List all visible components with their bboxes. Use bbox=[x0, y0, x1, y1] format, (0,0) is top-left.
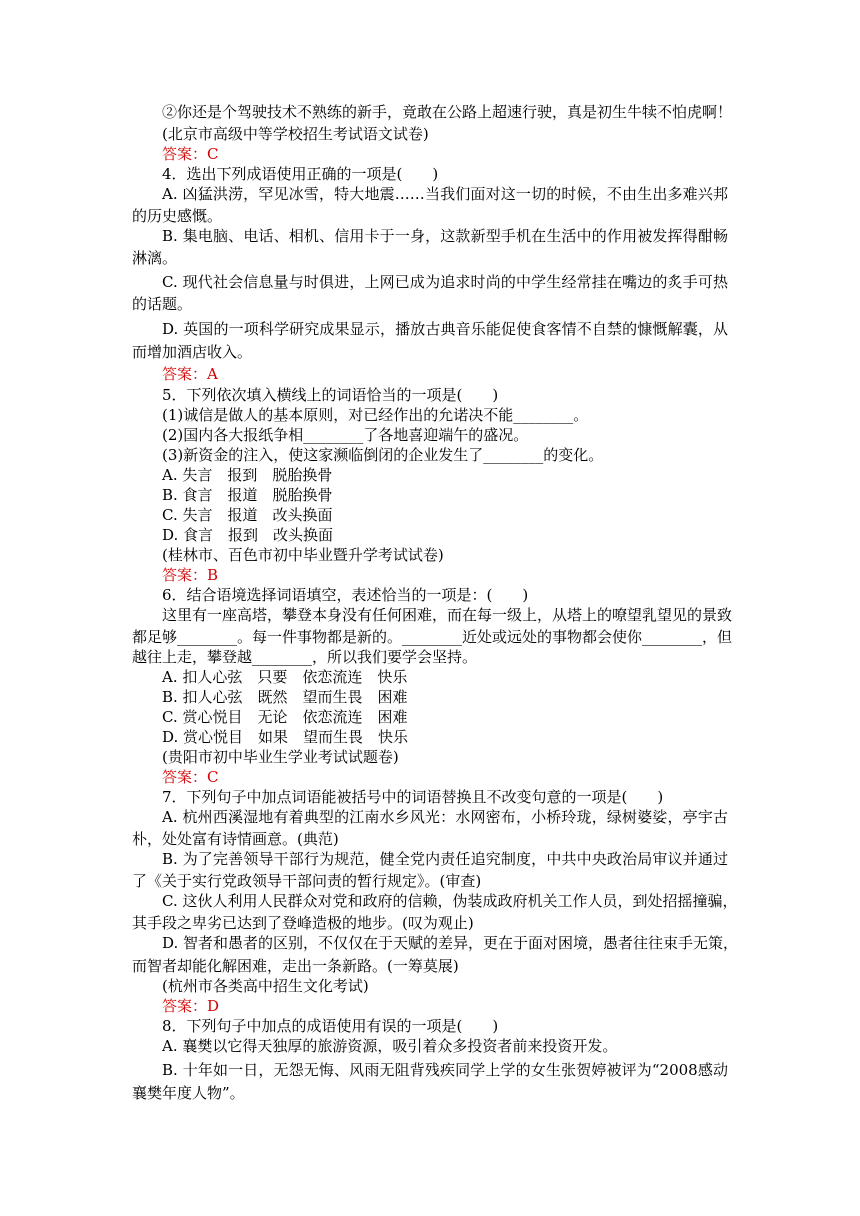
text-line: 这里有一座高塔，攀登本身没有任何困难，而在每一级上，从塔上的嘹望乳望见的景致 bbox=[162, 606, 733, 624]
option-text: D. 英国的一项科学研究成果显示，播放古典音乐能促使食客情不自禁的慷慨解囊，从 bbox=[162, 320, 728, 338]
option-text: 襄樊年度人物”。 bbox=[132, 1084, 245, 1102]
text-line: 越往上走，攀登越________，所以我们要学会坚持。 bbox=[132, 648, 478, 666]
text-line: 都足够________。每一件事物都是新的。________近处或远处的事物都会使你________，但 bbox=[132, 628, 733, 646]
option-text: A. 杭州西溪湿地有着典型的江南水乡风光：水网密布，小桥玲珑，绿树婆娑，亭宇古 bbox=[162, 808, 728, 826]
option-text: B. 十年如一日，无怨无悔、风雨无阻背残疾同学上学的女生张贺婷被评为“2008感动 bbox=[162, 1061, 728, 1079]
option-text: 的历史感慨。 bbox=[132, 207, 223, 225]
option-text: A. 失言 报到 脱胎换骨 bbox=[162, 466, 333, 484]
option-text: A. 襄樊以它得天独厚的旅游资源，吸引着众多投资者前来投资开发。 bbox=[162, 1037, 618, 1055]
option-text: C. 失言 报道 改头换面 bbox=[162, 506, 333, 524]
option-text: 而智者却能化解困难，走出一条新路。(一筹莫展) bbox=[132, 957, 459, 975]
question-4: 4．选出下列成语使用正确的一项是( ) bbox=[162, 165, 439, 183]
option-text: B. 集电脑、电话、相机、信用卡于一身，这款新型手机在生活中的作用被发挥得酣畅 bbox=[162, 227, 728, 245]
question-7: 7．下列句子中加点词语能被括号中的词语替换且不改变句意的一项是( ) bbox=[162, 788, 664, 806]
option-text: A. 扣人心弦 只要 依恋流连 快乐 bbox=[162, 668, 408, 686]
answer-line: 答案：D bbox=[162, 997, 220, 1015]
option-text: C. 现代社会信息量与时俱进，上网已成为追求时尚的中学生经常挂在嘴边的炙手可热 bbox=[162, 273, 728, 291]
answer-line: 答案：A bbox=[162, 365, 218, 383]
text-line: (3)新资金的注入，使这家濒临倒闭的企业发生了________的变化。 bbox=[162, 446, 604, 464]
option-text: D. 食言 报到 改头换面 bbox=[162, 526, 334, 544]
answer-line: 答案：C bbox=[162, 768, 219, 786]
option-text: 其手段之卑劣已达到了登峰造极的地步。(叹为观止) bbox=[132, 914, 474, 932]
option-text: 朴，处处富有诗情画意。(典范) bbox=[132, 830, 339, 848]
text-line: (2)国内各大报纸争相________了各地喜迎端午的盛况。 bbox=[162, 426, 529, 444]
option-text: D. 智者和愚者的区别，不仅仅在于天赋的差异，更在于面对困境，愚者往往束手无策， bbox=[162, 934, 739, 952]
option-text: D. 赏心悦目 如果 望而生畏 快乐 bbox=[162, 728, 409, 746]
option-text: 了《关于实行党政领导干部问责的暂行规定》。(审查) bbox=[132, 872, 482, 890]
text-line: (1)诚信是做人的基本原则，对已经作出的允诺决不能________。 bbox=[162, 406, 589, 424]
option-text: 淋漓。 bbox=[132, 249, 178, 267]
source-note: (杭州市各类高中招生文化考试) bbox=[162, 977, 369, 995]
source-note: (北京市高级中等学校招生考试语文试卷) bbox=[162, 125, 429, 143]
option-text: B. 扣人心弦 既然 望而生畏 困难 bbox=[162, 688, 408, 706]
option-text: A. 凶猛洪涝，罕见冰雪，特大地震……当我们面对这一切的时候，不由生出多难兴邦 bbox=[162, 185, 728, 203]
option-text: B. 为了完善领导干部行为规范，健全党内责任追究制度，中共中央政治局审议并通过 bbox=[162, 850, 728, 868]
source-note: (桂林市、百色市初中毕业暨升学考试试卷) bbox=[162, 546, 444, 564]
answer-line: 答案：B bbox=[162, 566, 219, 584]
source-note: (贵阳市初中毕业生学业考试试题卷) bbox=[162, 748, 399, 766]
option-text: C. 赏心悦目 无论 依恋流连 困难 bbox=[162, 708, 408, 726]
option-text: 而增加酒店收入。 bbox=[132, 343, 253, 361]
answer-line: 答案：C bbox=[162, 145, 219, 163]
question-8: 8．下列句子中加点的成语使用有误的一项是( ) bbox=[162, 1017, 499, 1035]
question-5: 5．下列依次填入横线上的词语恰当的一项是( ) bbox=[162, 386, 499, 404]
option-text: C. 这伙人利用人民群众对党和政府的信赖，伪装成政府机关工作人员，到处招摇撞骗， bbox=[162, 892, 738, 910]
text-line: ②你还是个驾驶技术不熟练的新手，竟敢在公路上超速行驶，真是初生牛犊不怕虎啊！ bbox=[162, 103, 733, 121]
option-text: B. 食言 报道 脱胎换骨 bbox=[162, 486, 333, 504]
question-6: 6．结合语境选择词语填空，表述恰当的一项是：( ) bbox=[162, 586, 529, 604]
option-text: 的话题。 bbox=[132, 295, 193, 313]
